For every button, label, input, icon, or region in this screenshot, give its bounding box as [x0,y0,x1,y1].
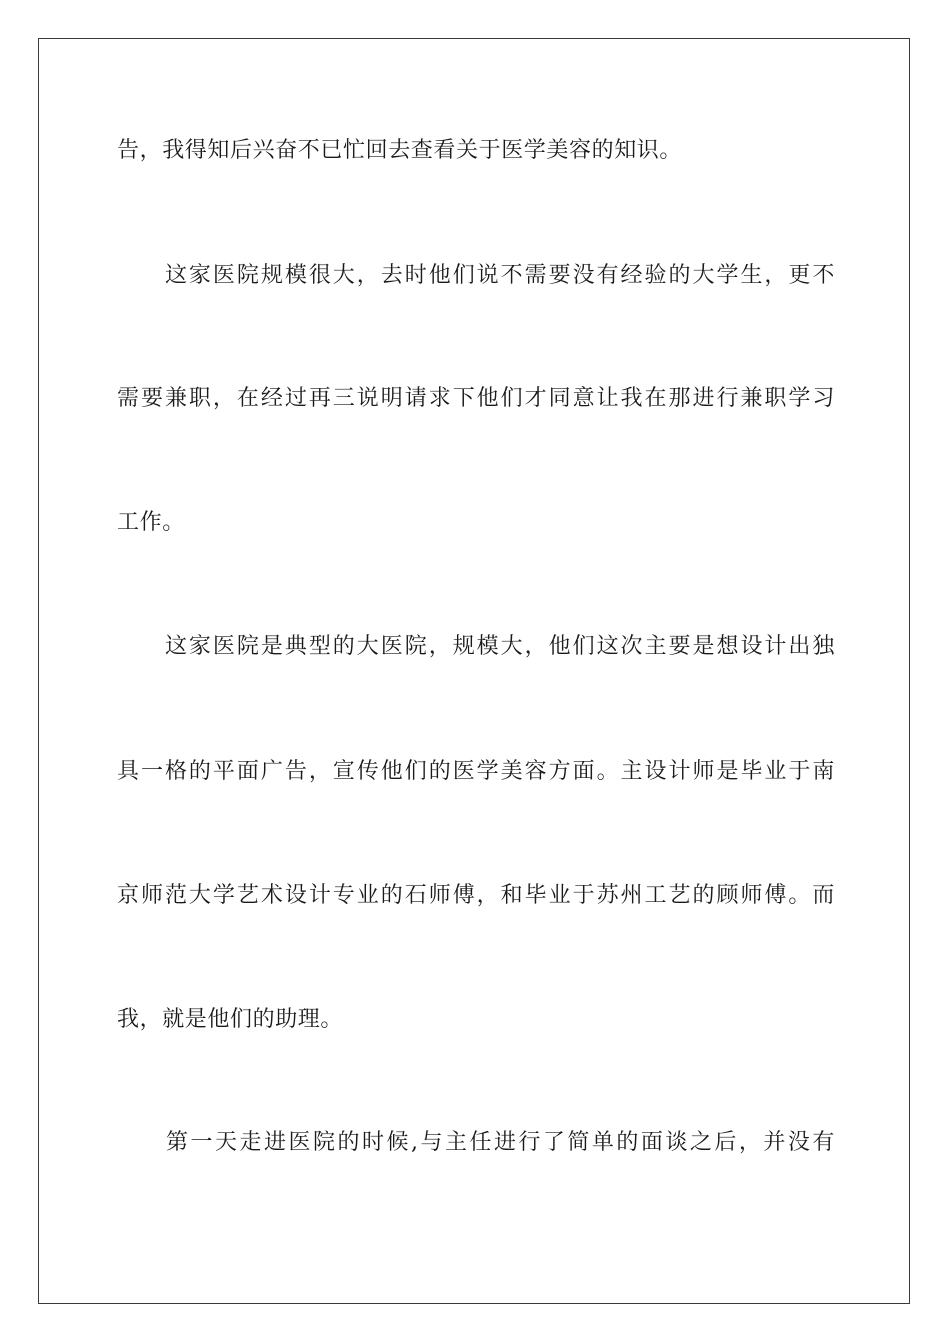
text-line-4: 工作。 [117,510,185,535]
text-line-8: 我，就是他们的助理。 [117,1007,344,1032]
text-line-7: 京师范大学艺术设计专业的石师傅，和毕业于苏州工艺的顾师傅。而 [117,883,835,908]
text-line-9: 第一天走进医院的时候,与主任进行了简单的面谈之后，并没有 [117,1130,835,1155]
text-line-6: 具一格的平面广告，宣传他们的医学美容方面。主设计师是毕业于南 [117,759,835,784]
text-line-3: 需要兼职，在经过再三说明请求下他们才同意让我在那进行兼职学习 [117,386,835,411]
page-frame [38,38,910,1304]
text-line-5: 这家医院是典型的大医院，规模大，他们这次主要是想设计出独 [117,634,835,659]
text-line-2: 这家医院规模很大，去时他们说不需要没有经验的大学生，更不 [117,263,835,288]
text-line-1: 告，我得知后兴奋不已忙回去查看关于医学美容的知识。 [117,138,683,163]
